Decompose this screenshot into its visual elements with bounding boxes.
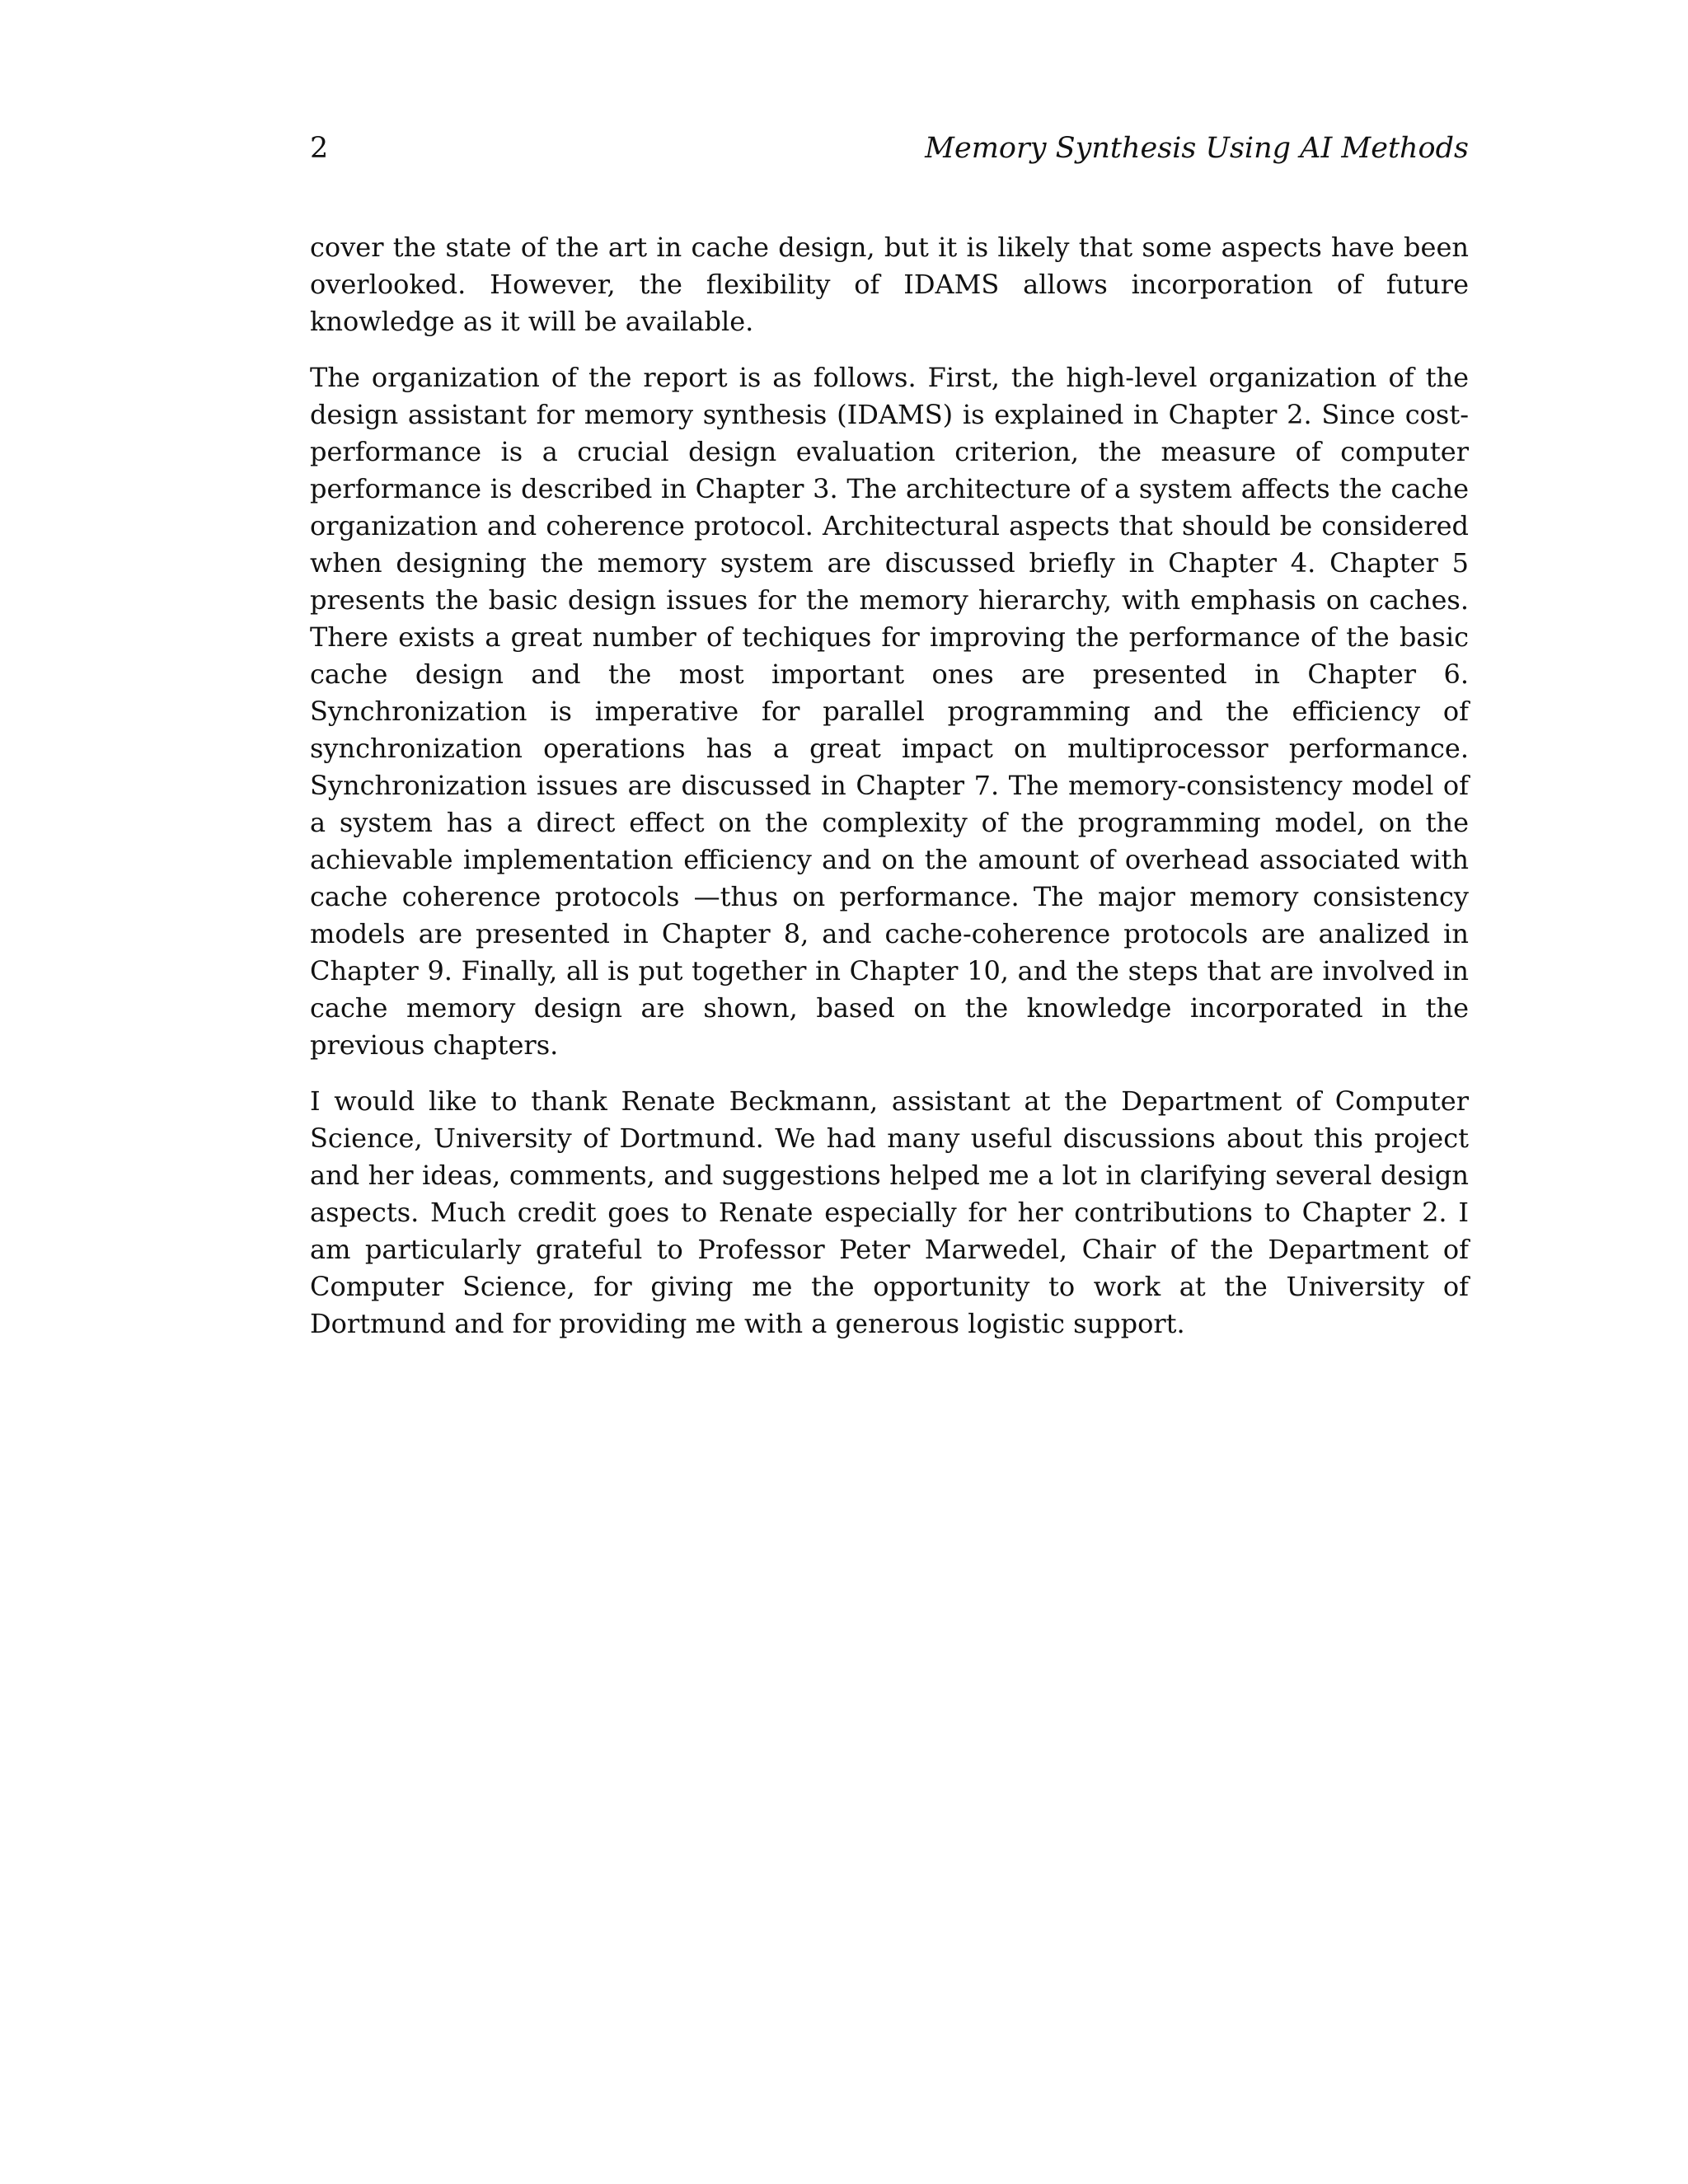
page-header: [310, 128, 1469, 169]
paragraph-acknowledgements: I would like to thank Renate Beckmann, assistant at the Department of Computer Science, University of Dortmund. We had many useful discussions about this project and her ideas, comments, and suggestions helped me a lot in clarifying several design aspects. Much credit goes to Renate especially for her contributions to Chapter 2. I am particularly grateful to Professor Peter Marwedel, Chair of the Department of Computer Science, for giving me the opportunity to work at the University of Dortmund and for providing me with a generous logistic support.: [310, 1085, 1469, 1339]
paragraph-continuation: cover the state of the art in cache design, but it is likely that some aspects have been overlooked. However, the flexibility of IDAMS allows incorporation of future knowledge as it will be available.: [310, 232, 1469, 337]
running-title: Memory Synthesis Using AI Methods: [925, 132, 1469, 165]
page-number: 2: [310, 132, 329, 165]
paragraph-report-organization: The organization of the report is as follows. First, the high-level organization of the design assistant for memory synthesis (IDAMS) is explained in Chapter 2. Since cost-performance is a crucial design evaluation criterion, the measure of computer performance is described in Chapter 3. The architecture of a system affects the cache organization and coherence protocol. Architectural aspects that should be considered when designing the memory system are discussed briefly in Chapter 4. Chapter 5 presents the basic design issues for the memory hierarchy, with emphasis on caches. There exists a great number of techiques for improving the performance of the basic cache design and the most important ones are presented in Chapter 6. Synchronization is imperative for parallel programming and the efficiency of synchronization operations has a great impact on multiprocessor performance. Synchronization issues are discussed in Chapter 7. The memory-consistency model of a system has a direct effect on the complexity of the programming model, on the achievable implementation efficiency and on the amount of overhead associated with cache coherence protocols —thus on performance. The major memory consistency models are presented in Chapter 8, and cache-coherence protocols are analized in Chapter 9. Finally, all is put together in Chapter 10, and the steps that are involved in cache memory design are shown, based on the knowledge incorporated in the previous chapters.: [310, 362, 1469, 1061]
body-text: [310, 229, 1469, 1361]
